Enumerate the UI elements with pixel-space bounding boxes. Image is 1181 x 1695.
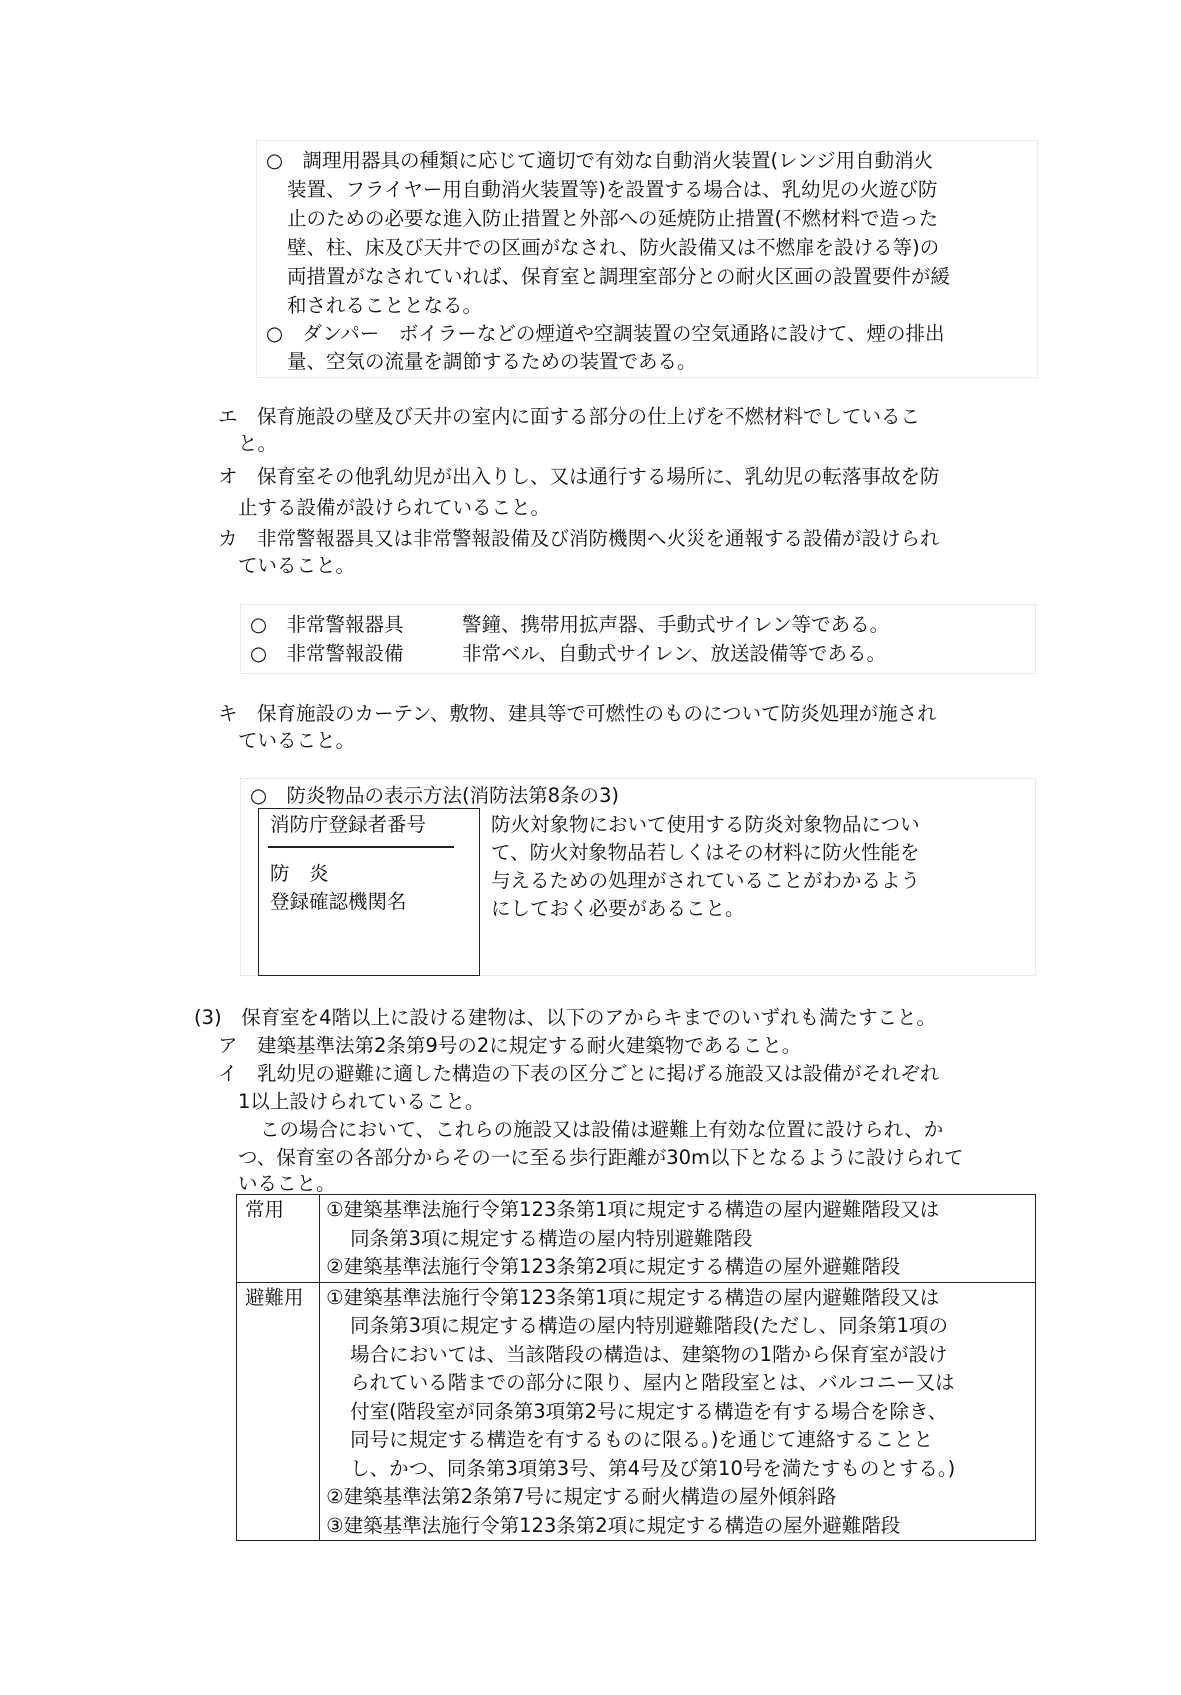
flame-desc-line-3: 与えるための処理がされていることがわかるよう [491,869,921,892]
note-damper-line-1: ○ ダンパー ボイラーなどの煙道や空調装置の空気通路に設けて、煙の排出 [266,322,945,345]
section-3-para-line-3: いること。 [238,1172,336,1195]
note-cooking-line-1: ○ 調理用器具の種類に応じて適切で有効な自動消火装置(レンジ用自動消火 [266,149,934,172]
table-row-regular [237,1195,1036,1283]
note-damper-line-2: 量、空気の流量を調節するための装置である。 [287,350,697,373]
section-3-item-i-line-1: イ 乳幼児の避難に適した構造の下表の区分ごとに掲げる施設又は設備がそれぞれ [218,1062,940,1085]
table-line: られている階までの部分に限り、屋内と階段室とは、バルコニー又は [350,1371,955,1394]
table-line: ③建築基準法施行令第123条第2項に規定する構造の屋外避難階段 [326,1513,901,1537]
table-line: ①建築基準法施行令第123条第1項に規定する構造の屋内避難階段又は [326,1198,940,1221]
note-cooking-line-3: 止のための必要な進入防止措置と外部への延焼防止措置(不燃材料で造った [287,207,939,230]
item-e-line-1: エ 保育施設の壁及び天井の室内に面する部分の仕上げを不燃材料でしているこ [218,405,921,428]
label-divider [268,846,454,848]
section-3-item-i-line-2: 1以上設けられていること。 [238,1090,485,1113]
flame-desc-line-2: て、防火対象物品若しくはその材料に防火性能を [491,841,920,864]
item-e-line-2: と。 [238,432,278,455]
note-flame-title: ○ 防炎物品の表示方法(消防法第8条の3) [250,784,620,807]
note-alarm-equipment: ○ 非常警報設備 非常ベル、自動式サイレン、放送設備等である。 [250,642,887,665]
table-category-evacuation: 避難用 [237,1282,320,1541]
note-cooking-line-2: 装置、フライヤー用自動消火装置等)を設置する場合は、乳幼児の火遊び防 [287,178,938,201]
item-o-line-1: オ 保育室その他乳幼児が出入りし、又は通行する場所に、乳幼児の転落事故を防 [218,465,940,488]
table-line: 場合においては、当該階段の構造は、建築物の1階から保育室が設け [350,1342,948,1366]
note-cooking-line-5: 両措置がなされていれば、保育室と調理室部分との耐火区画の設置要件が緩 [287,265,951,288]
note-cooking-line-4: 壁、柱、床及び天井での区画がなされ、防火設備又は不燃扉を設ける等)の [287,236,940,259]
section-3-heading: (3) 保育室を4階以上に設ける建物は、以下のアからキまでのいずれも満たすこと。 [194,1006,937,1029]
table-category-regular: 常用 [237,1195,320,1283]
section-3-para-line-1: この場合において、これらの施設又は設備は避難上有効な位置に設けられ、か [260,1118,944,1141]
table-content-evacuation [320,1282,1036,1541]
label-agency-name: 登録確認機関名 [270,890,407,913]
label-bouen: 防 炎 [270,862,329,885]
flame-desc-line-1: 防火対象物において使用する防炎対象物品につい [491,813,920,836]
table-content-regular [320,1195,1036,1283]
table-line: ②建築基準法第2条第7号に規定する耐火構造の屋外傾斜路 [326,1485,837,1508]
note-cooking-line-6: 和されることとなる。 [287,294,483,317]
item-ka-line-2: ていること。 [238,554,356,577]
table-line: し、かつ、同条第3項第3号、第4号及び第10号を満たすものとする。) [350,1456,956,1480]
section-3-para-line-2: つ、保育室の各部分からその一に至る歩行距離が30m以下となるように設けられて [238,1146,964,1169]
item-ka-line-1: カ 非常警報器具又は非常警報設備及び消防機関へ火災を通報する設備が設けられ [218,527,940,550]
flame-desc-line-4: にしておく必要があること。 [491,897,745,920]
table-row-evacuation [237,1282,1036,1541]
item-ki-line-1: キ 保育施設のカーテン、敷物、建具等で可燃性のものについて防炎処理が施され [218,702,937,725]
item-o-line-2: 止する設備が設けられていること。 [238,496,551,519]
item-ki-line-2: ていること。 [238,729,356,752]
table-line: 同条第3項に規定する構造の屋内特別避難階段(ただし、同条第1項の [350,1314,949,1337]
table-line: ②建築基準法施行令第123条第2項に規定する構造の屋外避難階段 [326,1255,901,1278]
table-line: 付室(階段室が同条第3項第2号に規定する構造を有する場合を除き、 [350,1399,948,1423]
table-line: 同条第3項に規定する構造の屋内特別避難階段 [350,1226,753,1250]
table-line: ①建築基準法施行令第123条第1項に規定する構造の屋内避難階段又は [326,1285,940,1309]
label-registration-number: 消防庁登録者番号 [270,813,427,836]
table-line: 同号に規定する構造を有するものに限る。)を通じて連絡することと [350,1428,933,1451]
note-alarm-device: ○ 非常警報器具 警鐘、携帯用拡声器、手動式サイレン等である。 [250,613,890,636]
evacuation-facilities-table [236,1194,1036,1541]
section-3-item-a: ア 建築基準法第2条第9号の2に規定する耐火建築物であること。 [218,1034,802,1057]
